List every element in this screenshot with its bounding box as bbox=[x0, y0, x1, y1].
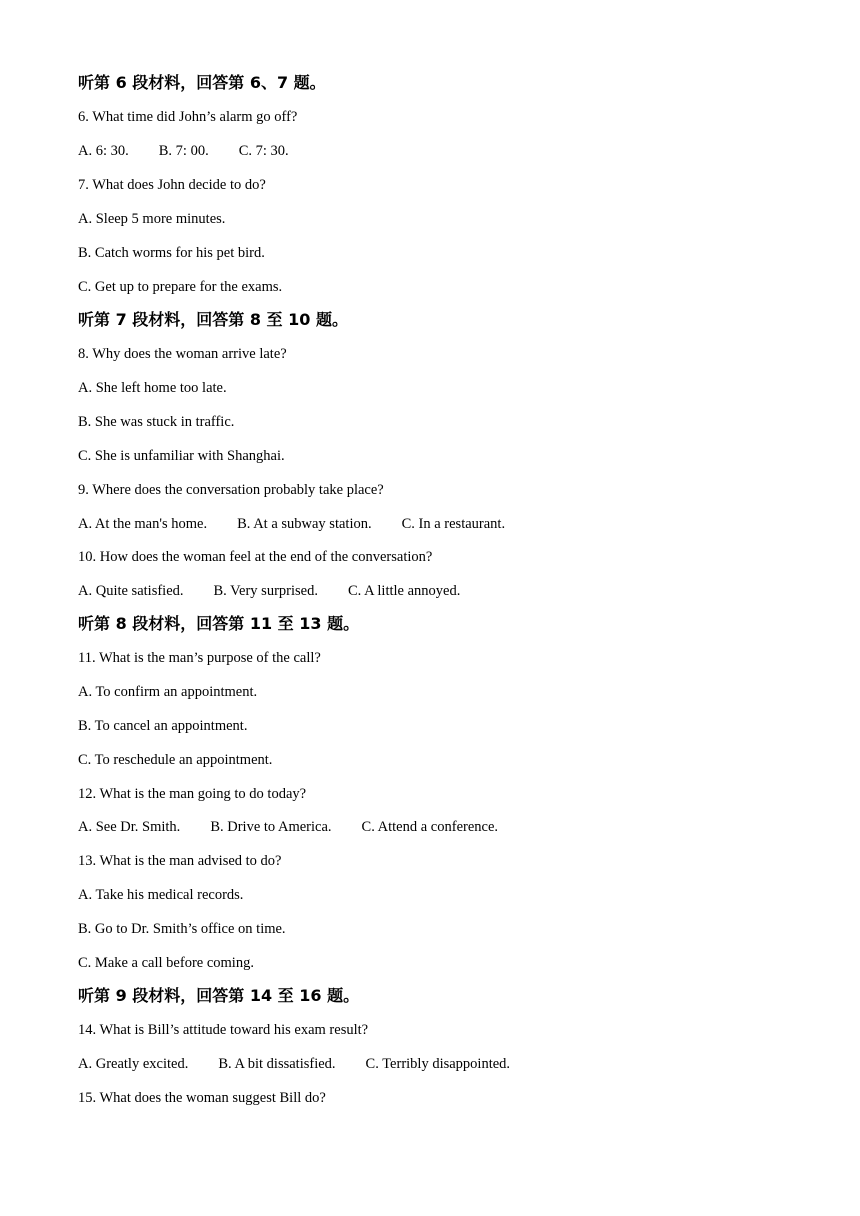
option: B. To cancel an appointment. bbox=[78, 718, 248, 734]
option: B. A bit dissatisfied. bbox=[218, 1056, 336, 1072]
document-page bbox=[78, 0, 778, 1216]
section-heading: 听第 6 段材料，回答第 6、7 题。 bbox=[78, 73, 326, 92]
option: A. To confirm an appointment. bbox=[78, 684, 258, 700]
section-heading: 听第 7 段材料，回答第 8 至 10 题。 bbox=[78, 310, 348, 329]
option: C. Terribly disappointed. bbox=[365, 1056, 511, 1072]
option: B. At a subway station. bbox=[237, 516, 372, 532]
option: C. To reschedule an appointment. bbox=[78, 752, 273, 768]
question-stem: 14. What is Bill’s attitude toward his exam result? bbox=[78, 1022, 369, 1038]
option: C. A little annoyed. bbox=[347, 583, 461, 599]
option: A. Quite satisfied. bbox=[78, 583, 184, 599]
question-stem: 10. How does the woman feel at the end of the conversation? bbox=[78, 549, 433, 565]
section-heading: 听第 9 段材料，回答第 14 至 16 题。 bbox=[78, 986, 360, 1005]
question-stem: 12. What is the man going to do today? bbox=[78, 786, 307, 802]
option: C. She is unfamiliar with Shanghai. bbox=[78, 448, 285, 464]
option: C. 7: 30. bbox=[238, 143, 289, 159]
option: A. At the man's home. bbox=[78, 516, 208, 532]
option: A. Take his medical records. bbox=[78, 887, 244, 903]
option: B. Go to Dr. Smith’s office on time. bbox=[78, 921, 286, 937]
question-stem: 13. What is the man advised to do? bbox=[78, 853, 282, 869]
option: C. Make a call before coming. bbox=[78, 955, 254, 971]
options-row bbox=[78, 582, 460, 600]
option: C. Get up to prepare for the exams. bbox=[78, 279, 283, 295]
question-stem: 15. What does the woman suggest Bill do? bbox=[78, 1090, 326, 1106]
options-row bbox=[78, 515, 505, 533]
question-stem: 9. Where does the conversation probably take place? bbox=[78, 482, 384, 498]
section-heading: 听第 8 段材料，回答第 11 至 13 题。 bbox=[78, 614, 360, 633]
option: C. Attend a conference. bbox=[361, 819, 499, 835]
option: B. 7: 00. bbox=[158, 143, 209, 159]
question-stem: 11. What is the man’s purpose of the call? bbox=[78, 650, 321, 666]
option: B. Catch worms for his pet bird. bbox=[78, 245, 265, 261]
option: A. See Dr. Smith. bbox=[78, 819, 181, 835]
option: A. She left home too late. bbox=[78, 380, 227, 396]
question-stem: 8. Why does the woman arrive late? bbox=[78, 346, 287, 362]
options-row bbox=[78, 1055, 510, 1073]
option: A. Sleep 5 more minutes. bbox=[78, 211, 226, 227]
options-row bbox=[78, 818, 498, 836]
question-stem: 7. What does John decide to do? bbox=[78, 177, 266, 193]
option: A. 6: 30. bbox=[78, 143, 129, 159]
question-stem: 6. What time did John’s alarm go off? bbox=[78, 109, 298, 125]
option: B. Drive to America. bbox=[210, 819, 332, 835]
options-row bbox=[78, 142, 289, 160]
option: B. She was stuck in traffic. bbox=[78, 414, 235, 430]
option: B. Very surprised. bbox=[213, 583, 318, 599]
option: C. In a restaurant. bbox=[401, 516, 506, 532]
option: A. Greatly excited. bbox=[78, 1056, 189, 1072]
